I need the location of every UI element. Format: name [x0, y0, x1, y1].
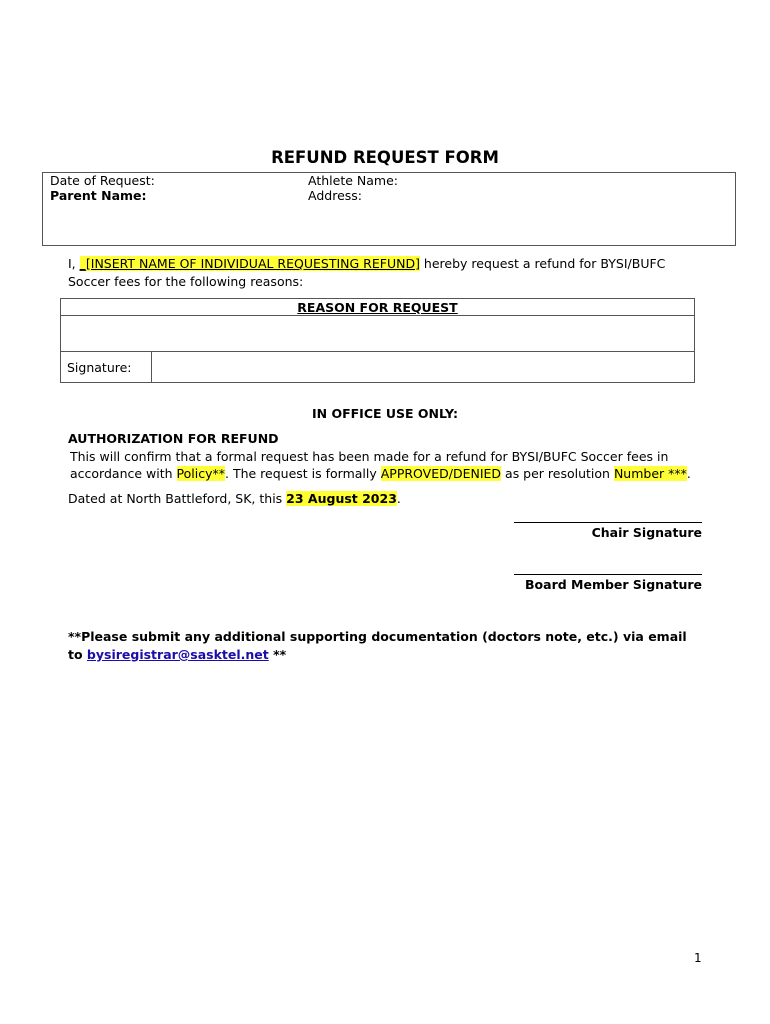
address-label: Address:: [308, 188, 362, 203]
signature-input-cell[interactable]: [152, 352, 695, 383]
chair-signature-line[interactable]: [514, 522, 702, 523]
reason-header: REASON FOR REQUEST: [61, 299, 695, 316]
dated-prefix: Dated at North Battleford, SK, this: [68, 491, 287, 506]
athlete-name-label: Athlete Name:: [308, 173, 398, 188]
note-line-2: [68, 647, 286, 662]
date-of-request-label: Date of Request:: [50, 173, 155, 188]
note-prefix: to: [68, 647, 87, 662]
note-suffix: **: [268, 647, 287, 662]
resolution-number-highlight: Number ***: [613, 466, 687, 481]
policy-highlight: Policy**: [176, 466, 225, 481]
auth-text-d: .: [686, 466, 691, 481]
signature-label: Signature:: [61, 352, 152, 383]
authorization-line-1: This will confirm that a formal request has been made for a refund for BYSI/BUFC Soccer fees in: [70, 449, 669, 464]
authorization-heading: AUTHORIZATION FOR REFUND: [68, 431, 279, 446]
authorization-line-2: [70, 466, 691, 481]
office-use-heading: IN OFFICE USE ONLY:: [312, 406, 458, 421]
request-line-2: Soccer fees for the following reasons:: [68, 274, 304, 289]
form-title: REFUND REQUEST FORM: [271, 148, 499, 167]
requester-name-placeholder[interactable]: _[INSERT NAME OF INDIVIDUAL REQUESTING REFUND]: [79, 256, 420, 271]
registrar-email-link[interactable]: bysiregistrar@sasktel.net: [86, 647, 269, 662]
chair-signature-label: Chair Signature: [591, 525, 702, 540]
page-number: 1: [694, 951, 702, 965]
request-suffix: hereby request a refund for BYSI/BUFC: [419, 256, 666, 271]
note-line-1: **Please submit any additional supporting documentation (doctors note, etc.) via email: [68, 629, 687, 644]
info-box: [42, 172, 736, 246]
reason-input-cell[interactable]: [61, 316, 695, 352]
approved-denied-highlight: APPROVED/DENIED: [380, 466, 502, 481]
board-signature-label: Board Member Signature: [525, 577, 702, 592]
dated-date: 23 August 2023: [286, 491, 397, 506]
request-line-1: [68, 256, 665, 271]
auth-text-a: accordance with: [70, 466, 177, 481]
auth-text-b: . The request is formally: [225, 466, 381, 481]
request-prefix: I,: [68, 256, 80, 271]
auth-text-c: as per resolution: [501, 466, 614, 481]
reason-table: [60, 298, 695, 383]
parent-name-label: Parent Name:: [50, 188, 147, 203]
dated-line: [68, 491, 401, 506]
board-signature-line[interactable]: [514, 574, 702, 575]
dated-suffix: .: [396, 491, 401, 506]
